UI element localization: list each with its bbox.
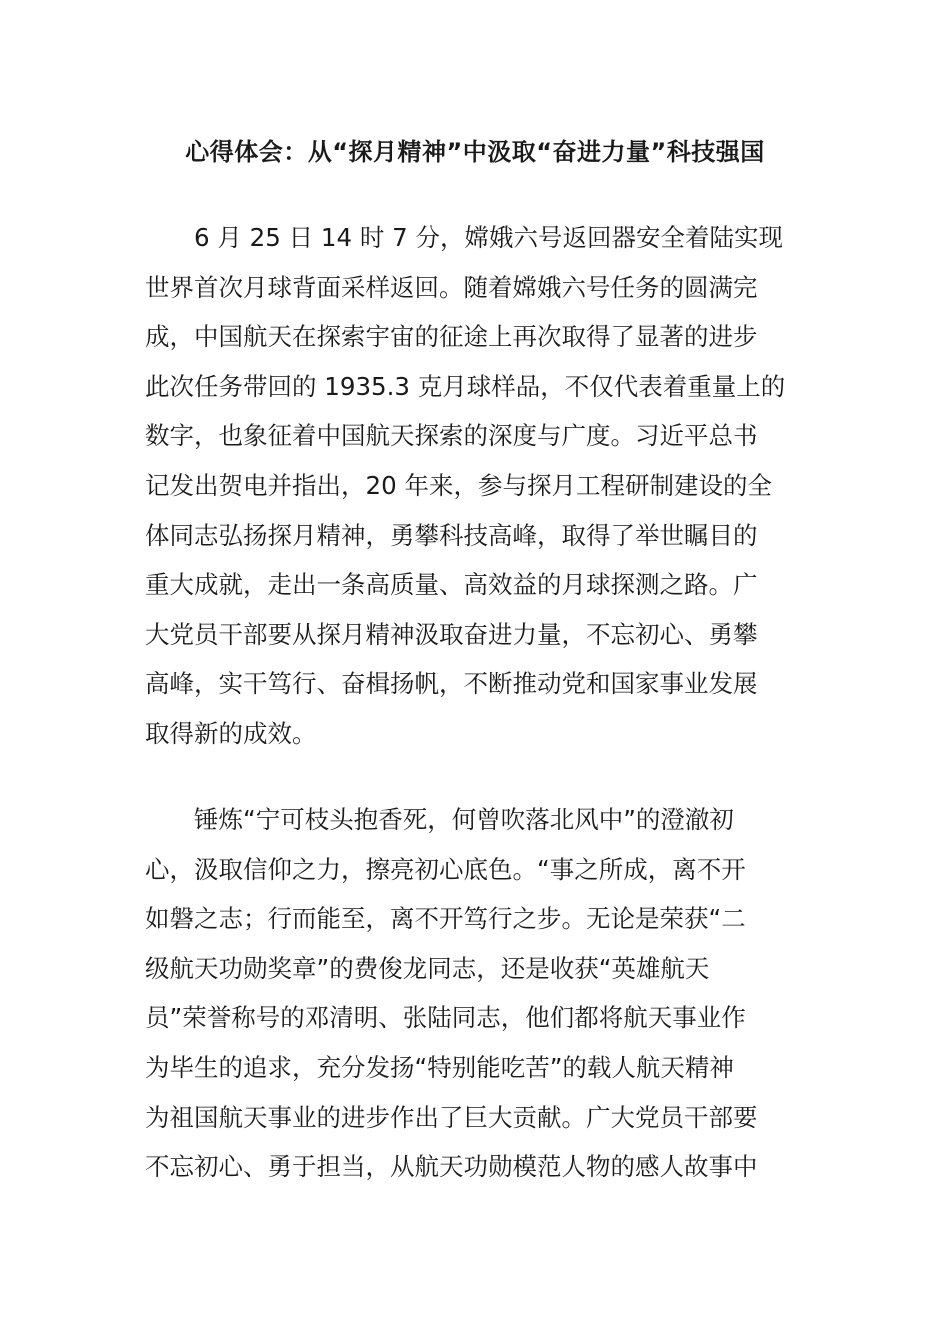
paragraph-line: 级航天功勋奖章”的费俊龙同志，还是收获“英雄航天 — [145, 953, 710, 983]
paragraph-line: 6 月 25 日 14 时 7 分，嫦娥六号返回器安全着陆实现 — [194, 223, 784, 252]
paragraph-line: 锤炼“宁可枝头抱香死，何曾吹落北风中”的澄澈初 — [194, 805, 734, 834]
paragraph-line: 此次任务带回的 1935.3 克月球样品，不仅代表着重量上的 — [145, 371, 786, 401]
paragraph-line: 为祖国航天事业的进步作出了巨大贡献。广大党员干部要 — [145, 1102, 758, 1132]
paragraph-line: 重大成就，走出一条高质量、高效益的月球探测之路。广 — [145, 570, 758, 600]
paragraph-line: 员”荣誉称号的邓清明、张陆同志，他们都将航天事业作 — [145, 1003, 746, 1033]
paragraph-line: 体同志弘扬探月精神，勇攀科技高峰，取得了举世瞩目的 — [145, 520, 758, 550]
paragraph-line: 高峰，实干笃行、奋楫扬帆，不断推动党和国家事业发展 — [145, 669, 758, 699]
paragraph-line: 成，中国航天在探索宇宙的征途上再次取得了显著的进步 — [145, 322, 758, 352]
paragraph-line: 大党员干部要从探月精神汲取奋进力量，不忘初心、勇攀 — [145, 619, 758, 649]
paragraph-line: 为毕生的追求，充分发扬“特别能吃苦”的载人航天精神 — [145, 1052, 734, 1082]
paragraph-line: 心，汲取信仰之力，擦亮初心底色。“事之所成，离不开 — [145, 854, 746, 884]
paragraph-line: 如磐之志；行而能至，离不开笃行之步。无论是荣获“二 — [145, 904, 746, 934]
paragraph-line: 记发出贺电并指出，20 年来，参与探月工程研制建设的全 — [145, 470, 772, 500]
paragraph-line: 数字，也象征着中国航天探索的深度与广度。习近平总书 — [145, 421, 758, 451]
paragraph-2 — [145, 795, 810, 1192]
document-title: 心得体会：从“探月精神”中汲取“奋进力量”科技强国 — [185, 138, 765, 166]
paragraph-1 — [145, 213, 810, 759]
paragraph-line: 取得新的成效。 — [145, 718, 317, 748]
paragraph-line: 世界首次月球背面采样返回。随着嫦娥六号任务的圆满完 — [145, 272, 758, 302]
paragraph-line: 不忘初心、勇于担当，从航天功勋模范人物的感人故事中 — [145, 1152, 758, 1182]
